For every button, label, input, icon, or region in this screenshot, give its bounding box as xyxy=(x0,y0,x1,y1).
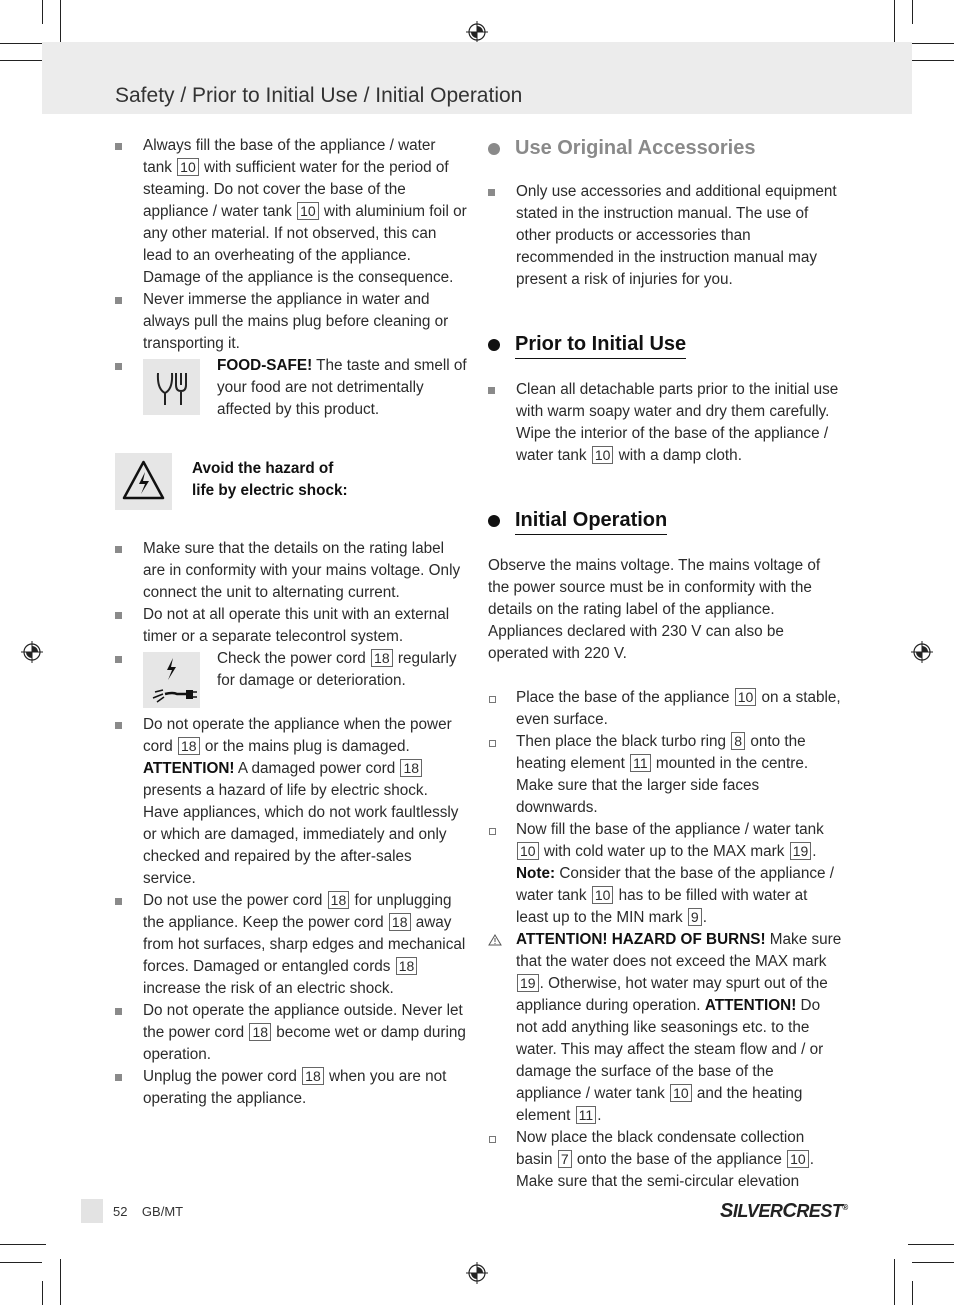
hazard-line: life by electric shock: xyxy=(192,482,348,499)
bullet-icon xyxy=(115,143,122,150)
list-item: Do not use the power cord 18 for unplugging the appliance. Keep the power cord 18 away from hot surfaces, sharp edges and mechanical forces. Damaged or entangled cords 18 increase the risk of an electric shock. xyxy=(115,890,467,1000)
bullet-icon xyxy=(115,1074,122,1081)
registration-mark-icon xyxy=(466,21,488,43)
bullet-icon xyxy=(115,546,122,553)
page-number: 52 xyxy=(113,1204,128,1219)
part-ref: 19 xyxy=(790,842,812,860)
section-heading: Initial Operation xyxy=(488,507,843,535)
list-item: Do not operate the appliance when the power cord 18 or the mains plug is damaged. ATTENTION! A damaged power cord 18 presents a hazard of life by electric shock. Have appliances, which do not work faultlessly or which are damaged, immediately and only checked and repaired by the after-sales service. xyxy=(115,714,467,890)
crop-mark xyxy=(908,1244,954,1245)
section-bullet-icon xyxy=(488,143,500,155)
part-ref: 7 xyxy=(558,1150,572,1168)
part-ref: 10 xyxy=(592,446,614,464)
right-column xyxy=(488,135,843,1193)
bullet-icon xyxy=(115,722,122,729)
part-ref: 18 xyxy=(389,913,411,931)
page-header xyxy=(42,42,912,114)
list-item: Unplug the power cord 18 when you are not operating the appliance. xyxy=(115,1066,467,1110)
part-ref: 11 xyxy=(630,754,651,772)
part-ref: 10 xyxy=(670,1084,692,1102)
part-ref: 18 xyxy=(371,649,393,667)
food-safe-item: FOOD-SAFE! The taste and smell of your food are not detrimentally affected by this product. xyxy=(115,355,467,421)
part-ref: 10 xyxy=(787,1150,809,1168)
bullet-icon xyxy=(115,363,122,370)
part-ref: 9 xyxy=(688,908,702,926)
registration-mark-icon xyxy=(911,641,933,663)
section-heading: Prior to Initial Use xyxy=(488,331,843,359)
damaged-cord-icon xyxy=(143,652,200,708)
step-item: Now fill the base of the appliance / water tank 10 with cold water up to the MAX mark 19 . Note: Consider that the base of the appliance / water tank 10 has to be filled with water at least up to the MIN mark 9 . xyxy=(488,819,843,929)
part-ref: 10 xyxy=(177,158,199,176)
step-item: Place the base of the appliance 10 on a stable, even surface. xyxy=(488,687,843,731)
part-ref: 19 xyxy=(517,974,539,992)
page-number-tab xyxy=(81,1199,103,1223)
section-bullet-icon xyxy=(488,515,500,527)
brand-logo: SILVERCREST® xyxy=(720,1200,848,1222)
bullet-icon xyxy=(115,1008,122,1015)
crop-mark xyxy=(42,1281,43,1305)
food-safe-icon xyxy=(143,359,200,415)
bullet-icon xyxy=(488,189,495,196)
crop-mark xyxy=(0,43,42,44)
part-ref: 18 xyxy=(328,891,350,909)
list-item: Make sure that the details on the rating label are in conformity with your mains voltage. Only connect the unit to alternating current. xyxy=(115,538,467,604)
bullet-icon xyxy=(115,898,122,905)
crop-mark xyxy=(0,1262,42,1263)
part-ref: 18 xyxy=(249,1023,271,1041)
bullet-icon xyxy=(115,656,122,663)
part-ref: 10 xyxy=(297,202,319,220)
crop-mark xyxy=(912,0,913,24)
checkbox-icon xyxy=(489,740,496,747)
part-ref: 18 xyxy=(178,737,200,755)
part-ref: 10 xyxy=(735,688,757,706)
checkbox-icon xyxy=(489,1136,496,1143)
bullet-icon xyxy=(115,612,122,619)
list-item: Never immerse the appliance in water and always pull the mains plug before cleaning or transporting it. xyxy=(115,289,467,355)
part-ref: 10 xyxy=(592,886,614,904)
checkbox-icon xyxy=(489,828,496,835)
part-ref: 18 xyxy=(400,759,422,777)
step-item: Then place the black turbo ring 8 onto the heating element 11 mounted in the centre. Make sure that the larger side faces downwards. xyxy=(488,731,843,819)
crop-mark xyxy=(912,1262,954,1263)
part-ref: 8 xyxy=(731,732,745,750)
part-ref: 18 xyxy=(302,1067,324,1085)
part-ref: 10 xyxy=(517,842,539,860)
part-ref: 11 xyxy=(576,1106,597,1124)
electric-shock-warning xyxy=(115,453,467,510)
crop-mark xyxy=(0,60,46,61)
list-item: Do not at all operate this unit with an external timer or a separate telecontrol system. xyxy=(115,604,467,648)
page-footer xyxy=(113,1204,183,1219)
section-heading: Use Original Accessories xyxy=(488,135,843,161)
section-bullet-icon xyxy=(488,339,500,351)
crop-mark xyxy=(0,1244,46,1245)
checkbox-icon xyxy=(489,696,496,703)
registration-mark-icon xyxy=(466,1262,488,1284)
crop-mark xyxy=(42,0,43,24)
part-ref: 18 xyxy=(396,957,418,975)
crop-mark xyxy=(60,0,61,46)
warning-triangle-icon xyxy=(488,934,502,946)
left-column xyxy=(115,135,467,1110)
crop-mark xyxy=(60,1259,61,1305)
crop-mark xyxy=(894,0,895,46)
crop-mark xyxy=(912,1281,913,1305)
hazard-line: Avoid the hazard of xyxy=(192,460,334,477)
bullet-icon xyxy=(488,387,495,394)
intro-paragraph: Observe the mains voltage. The mains voltage of the power source must be in conformity with the details on the rating label of the appliance. Appliances declared with 230 V can also be operated with 220 V. xyxy=(488,557,821,662)
list-item: Clean all detachable parts prior to the initial use with warm soapy water and dry them carefully. Wipe the interior of the base of the appliance / water tank 10 with a damp cloth. xyxy=(488,379,843,467)
page-title: Safety / Prior to Initial Use / Initial Operation xyxy=(115,84,523,107)
crop-mark xyxy=(912,43,954,44)
list-item: Only use accessories and additional equipment stated in the instruction manual. The use of other products or accessories than recommended in the instruction manual may present a risk of injuries for you. xyxy=(488,181,843,291)
high-voltage-warning-icon xyxy=(115,453,172,510)
language-code: GB/MT xyxy=(141,1204,184,1219)
step-item: Now place the black condensate collection basin 7 onto the base of the appliance 10 . Make sure that the semi-circular elevation xyxy=(488,1127,843,1193)
crop-mark xyxy=(894,1259,895,1305)
bullet-icon xyxy=(115,297,122,304)
list-item: Always fill the base of the appliance / water tank 10 with sufficient water for the period of steaming. Do not cover the base of the appliance / water tank 10 with aluminium foil or any other material. If not observed, this can lead to an overheating of the appliance. Damage of the appliance is the consequence. xyxy=(115,135,467,289)
registration-mark-icon xyxy=(21,641,43,663)
power-cord-check-item: Check the power cord 18 regularly for damage or deterioration. xyxy=(115,648,467,708)
list-item: Do not operate the appliance outside. Never let the power cord 18 become wet or damp during operation. xyxy=(115,1000,467,1066)
warning-item: ATTENTION! HAZARD OF BURNS! Make sure that the water does not exceed the MAX mark 19 . Otherwise, hot water may spurt out of the appliance during operation. ATTENTION! Do not add anything like seasonings etc. to the water. This may affect the steam flow and / or damage the surface of the base of the appliance / water tank 10 and the heating element 11 . xyxy=(488,929,843,1127)
crop-mark xyxy=(908,60,954,61)
